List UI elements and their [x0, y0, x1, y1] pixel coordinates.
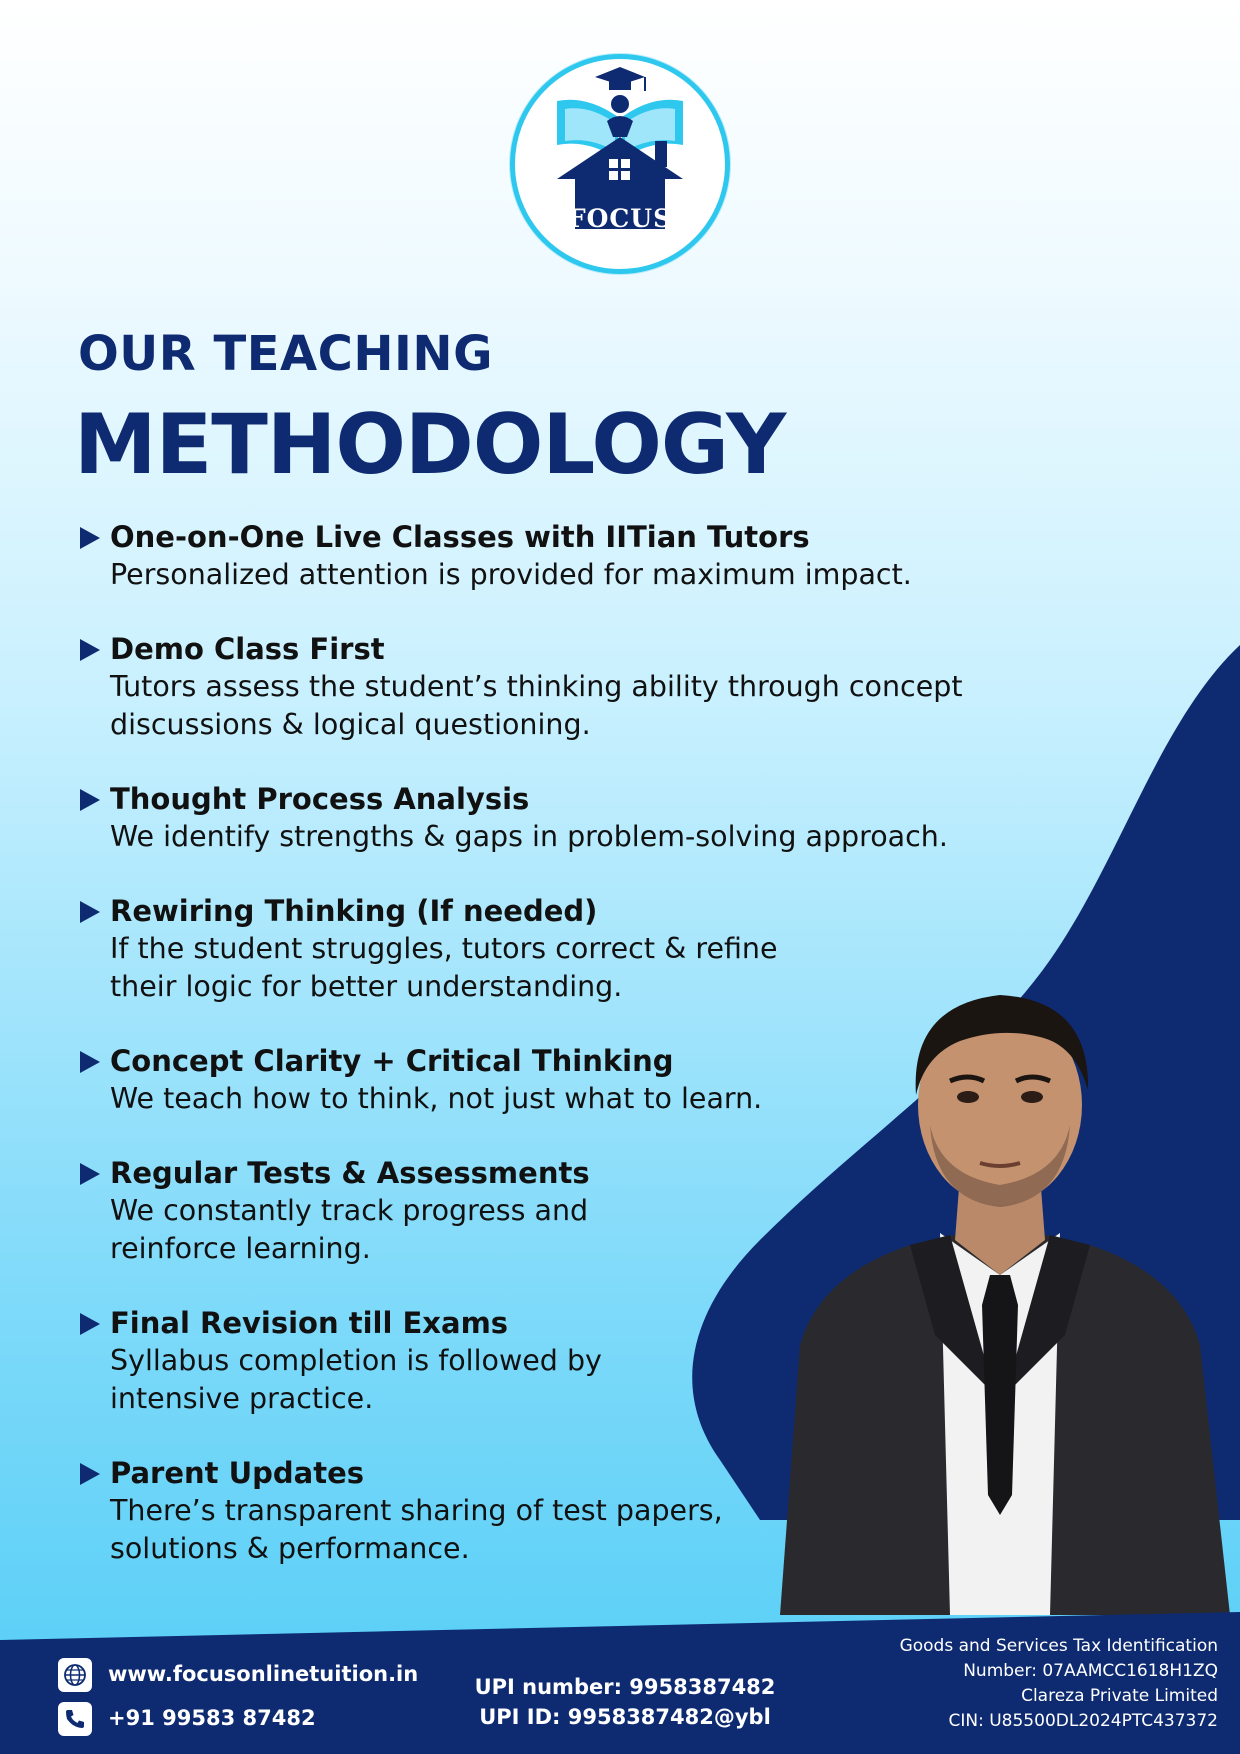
- method-item: [80, 780, 1080, 856]
- gst-label: Goods and Services Tax Identification: [899, 1636, 1218, 1656]
- triangle-bullet-icon: [80, 789, 100, 811]
- cin-number: CIN: U85500DL2024PTC437372: [948, 1711, 1218, 1731]
- method-item-title: One-on-One Live Classes with IITian Tutors: [110, 520, 810, 554]
- method-item-title: Regular Tests & Assessments: [110, 1156, 590, 1190]
- method-item-description: There’s transparent sharing of test papers, solutions & performance.: [110, 1494, 723, 1565]
- logo-wordmark: FOCUS: [567, 204, 673, 233]
- method-item-description: Tutors assess the student’s thinking ability through concept discussions & logical questioning.: [110, 670, 963, 741]
- method-item-title: Thought Process Analysis: [110, 782, 530, 816]
- method-item-title: Rewiring Thinking (If needed): [110, 894, 598, 928]
- triangle-bullet-icon: [80, 1313, 100, 1335]
- method-item-description: We teach how to think, not just what to learn.: [110, 1082, 763, 1115]
- method-item-description: We constantly track progress and reinforce learning.: [110, 1194, 589, 1265]
- method-item-description: We identify strengths & gaps in problem-solving approach.: [110, 820, 948, 853]
- focus-logo: [510, 54, 730, 274]
- upi-id: UPI ID: 9958387482@ybl: [479, 1705, 771, 1729]
- phone-text: +91 99583 87482: [108, 1706, 316, 1730]
- gst-number: Number: 07AAMCC1618H1ZQ: [963, 1661, 1218, 1681]
- upi-details: [455, 1672, 795, 1732]
- method-item-description: Personalized attention is provided for maximum impact.: [110, 558, 912, 591]
- triangle-bullet-icon: [80, 901, 100, 923]
- triangle-bullet-icon: [80, 1051, 100, 1073]
- globe-icon: [58, 1658, 92, 1692]
- method-item: [80, 630, 1080, 744]
- heading-methodology: METHODOLOGY: [74, 396, 786, 493]
- method-item-title: Demo Class First: [110, 632, 385, 666]
- triangle-bullet-icon: [80, 1463, 100, 1485]
- method-item-title: Concept Clarity + Critical Thinking: [110, 1044, 674, 1078]
- method-item-description: Syllabus completion is followed by intensive practice.: [110, 1344, 602, 1415]
- website-text: www.focusonlinetuition.in: [108, 1662, 419, 1686]
- phone-icon: [58, 1702, 92, 1736]
- triangle-bullet-icon: [80, 639, 100, 661]
- triangle-bullet-icon: [80, 1163, 100, 1185]
- triangle-bullet-icon: [80, 527, 100, 549]
- company-name: Clareza Private Limited: [1021, 1686, 1218, 1706]
- tutor-portrait: [760, 975, 1240, 1615]
- heading-our-teaching: OUR TEACHING: [78, 326, 493, 382]
- legal-info: [798, 1634, 1218, 1734]
- logo-emblem: [515, 59, 725, 269]
- method-item: [80, 518, 1080, 594]
- method-item-description: If the student struggles, tutors correct & refine their logic for better understanding.: [110, 932, 778, 1003]
- footer: [0, 1612, 1240, 1754]
- method-item-title: Final Revision till Exams: [110, 1306, 509, 1340]
- upi-number: UPI number: 9958387482: [474, 1675, 776, 1699]
- method-item-title: Parent Updates: [110, 1456, 365, 1490]
